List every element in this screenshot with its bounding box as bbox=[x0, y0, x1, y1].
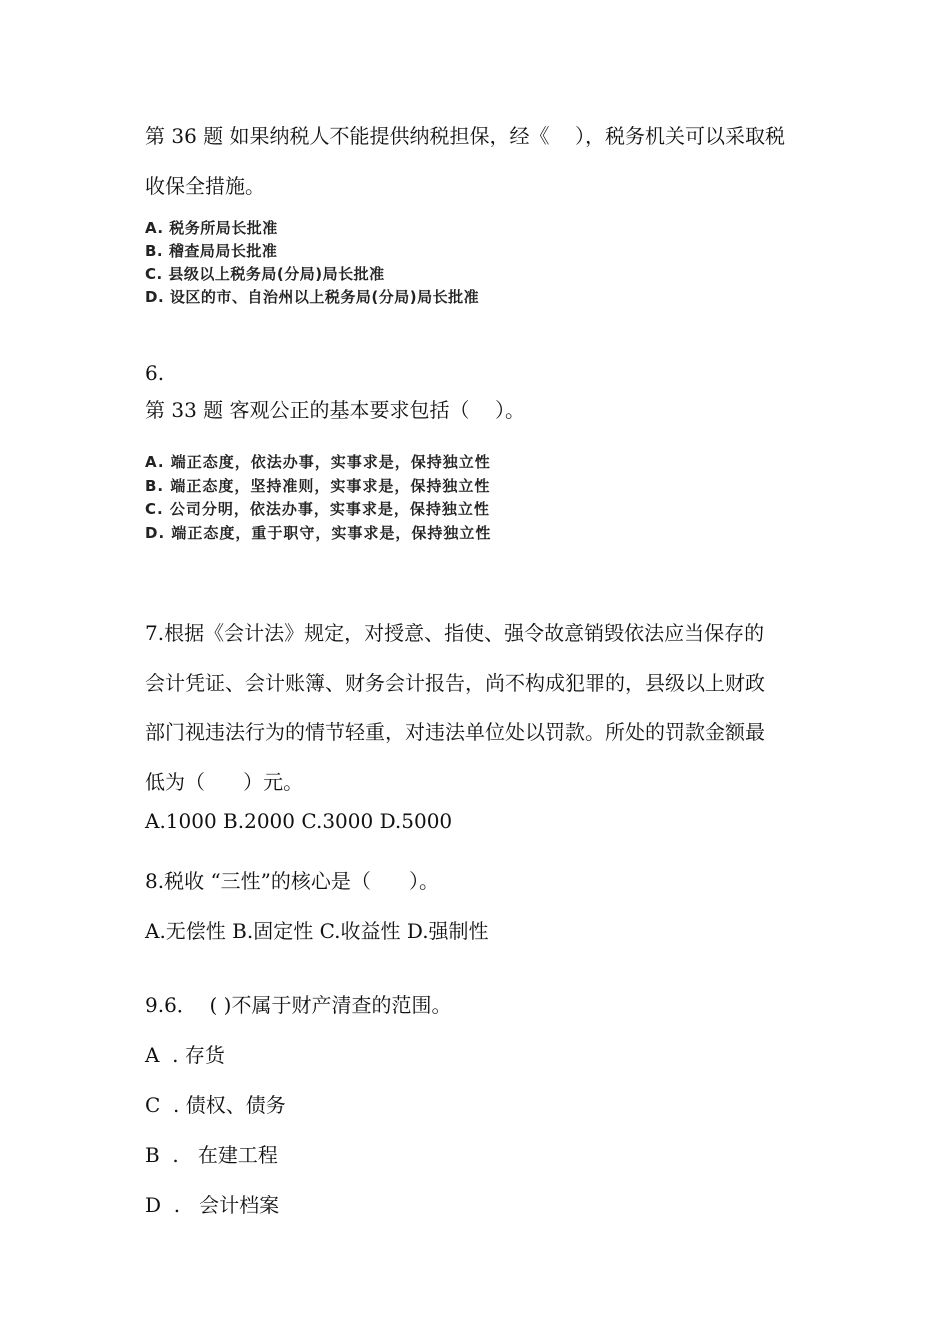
q6-option-d: D. 端正态度，重于职守，实事求是，保持独立性 bbox=[145, 524, 492, 542]
q8-stem: 8.税收 “三性”的核心是（ ）。 bbox=[145, 869, 440, 893]
q7-stem-line4: 低为（ ）元。 bbox=[145, 770, 304, 794]
q9-option-b: B . 在建工程 bbox=[145, 1143, 278, 1167]
q6-option-c: C. 公司分明，依法办事，实事求是，保持独立性 bbox=[145, 500, 490, 518]
q9-option-d: D . 会计档案 bbox=[145, 1193, 280, 1217]
q36-option-d: D. 设区的市、自治州以上税务局(分局)局长批准 bbox=[145, 288, 480, 306]
q8-options: A.无偿性 B.固定性 C.收益性 D.强制性 bbox=[145, 919, 489, 943]
q36-option-a: A. 税务所局长批准 bbox=[145, 219, 278, 237]
q7-stem-line3: 部门视违法行为的情节轻重，对违法单位处以罚款。所处的罚款金额最 bbox=[145, 720, 765, 744]
q6-option-a: A. 端正态度，依法办事，实事求是，保持独立性 bbox=[145, 453, 491, 471]
q9-stem: 9.6． ( )不属于财产清查的范围。 bbox=[145, 993, 452, 1017]
q7-stem-line2: 会计凭证、会计账簿、财务会计报告，尚不构成犯罪的，县级以上财政 bbox=[145, 671, 765, 695]
q7-options: A.1000 B.2000 C.3000 D.5000 bbox=[145, 809, 453, 833]
q36-stem-line2: 收保全措施。 bbox=[145, 174, 265, 198]
q9-option-a: A . 存货 bbox=[145, 1043, 225, 1067]
q6-number: 6. bbox=[145, 361, 165, 385]
q36-option-b: B. 稽查局局长批准 bbox=[145, 242, 278, 260]
q9-option-c: C . 债权、债务 bbox=[145, 1093, 286, 1117]
q36-option-c: C. 县级以上税务局(分局)局长批准 bbox=[145, 265, 385, 283]
q36-stem-line1: 第 36 题 如果纳税人不能提供纳税担保，经《 ），税务机关可以采取税 bbox=[145, 124, 785, 148]
q6-stem: 第 33 题 客观公正的基本要求包括（ ）。 bbox=[145, 398, 525, 422]
q7-stem-line1: 7.根据《会计法》规定，对授意、指使、强令故意销毁依法应当保存的 bbox=[145, 621, 765, 645]
q6-option-b: B. 端正态度，坚持准则，实事求是，保持独立性 bbox=[145, 477, 491, 495]
